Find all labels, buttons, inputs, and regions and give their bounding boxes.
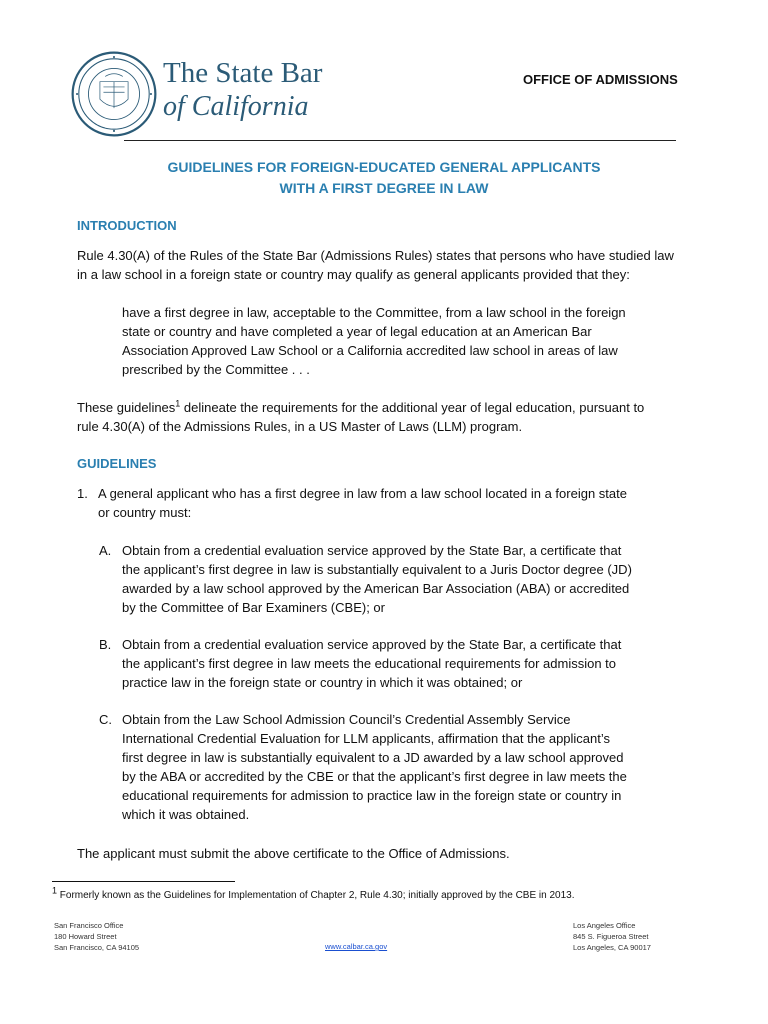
subitem-line: the applicant’s first degree in law meets the educational requirements for admission to: [122, 656, 617, 671]
org-name-line1: The State Bar: [163, 57, 323, 89]
quote-line: state or country and have completed a year of legal education at an American Bar: [122, 324, 592, 339]
subitem-line: by the Committee of Bar Examiners (CBE); or: [122, 600, 385, 615]
footnote-divider: [52, 881, 235, 882]
footnote-mark: 1: [52, 885, 58, 896]
subitem-line: International Credential Evaluation for LLM applicants, affirmation that the applicant’s: [122, 731, 611, 746]
closing-paragraph: The applicant must submit the above certificate to the Office of Admissions.: [77, 846, 510, 861]
subitem-line: first degree in law is substantially equivalent to a JD awarded by a law school approved: [122, 750, 624, 765]
address-line: San Francisco, CA 94105: [54, 943, 140, 952]
item-1-number: 1.: [77, 486, 88, 501]
subitem-b-text: [122, 635, 621, 692]
subitem-line: by the ABA or accredited by the CBE or that the applicant’s first degree in law meets the: [122, 769, 627, 784]
org-name-line2: of California: [163, 91, 309, 122]
org-name: [163, 57, 322, 123]
item-line: or country must:: [98, 505, 192, 520]
address-line: San Francisco Office: [54, 921, 124, 930]
quote-line: prescribed by the Committee . . .: [122, 362, 310, 377]
guidelines-heading: GUIDELINES: [77, 456, 157, 471]
sf-office-address: [54, 920, 139, 953]
subitem-a-text: [122, 541, 632, 617]
state-bar-seal-icon: [70, 50, 158, 138]
office-label: OFFICE OF ADMISSIONS: [523, 72, 678, 87]
address-line: Los Angeles Office: [573, 921, 636, 930]
item-line: A general applicant who has a first degree in law from a law school located in a foreign state: [98, 486, 627, 501]
footnote-text: Formerly known as the Guidelines for Implementation of Chapter 2, Rule 4.30; initially approved by the CBE in 2013.: [57, 890, 575, 901]
rule-quote: [122, 303, 626, 379]
purpose-line: These guidelines$^1$ delineate the requirements for the additional year of legal education, pursuant to: [77, 398, 645, 415]
intro-paragraph: [77, 246, 674, 284]
header-divider: [124, 140, 676, 141]
subitem-b-letter: B.: [99, 637, 112, 652]
subitem-line: which it was obtained.: [122, 807, 250, 822]
footnote: [52, 885, 575, 901]
subitem-line: awarded by a law school approved by the American Bar Association (ABA) or accredited: [122, 581, 630, 596]
quote-line: Association Approved Law School or a California accredited law school in areas of law: [122, 343, 618, 358]
subitem-line: Obtain from the Law School Admission Council’s Credential Assembly Service: [122, 712, 571, 727]
quote-line: have a first degree in law, acceptable to the Committee, from a law school in the foreign: [122, 305, 626, 320]
intro-line: Rule 4.30(A) of the Rules of the State Bar (Admissions Rules) states that persons who have studied law: [77, 248, 674, 263]
subitem-c-letter: C.: [99, 712, 112, 727]
subitem-c-text: [122, 710, 627, 824]
la-office-address: [573, 920, 651, 953]
address-line: 845 S. Figueroa Street: [573, 932, 649, 941]
introduction-heading: INTRODUCTION: [77, 218, 177, 233]
title-line2: WITH A FIRST DEGREE IN LAW: [279, 180, 489, 196]
document-title: [0, 157, 768, 199]
item-1-text: [98, 484, 627, 522]
address-line: 180 Howard Street: [54, 932, 117, 941]
address-line: Los Angeles, CA 90017: [573, 943, 651, 952]
subitem-a-letter: A.: [99, 543, 112, 558]
subitem-line: the applicant’s first degree in law is substantially equivalent to a Juris Doctor degree (JD): [122, 562, 632, 577]
calbar-website-link[interactable]: www.calbar.ca.gov: [325, 942, 388, 951]
subitem-line: practice law in the foreign state or country in which it was obtained; or: [122, 675, 523, 690]
subitem-line: educational requirements for admission to practice law in the foreign state or country in: [122, 788, 622, 803]
purpose-line: rule 4.30(A) of the Admissions Rules, in a US Master of Laws (LLM) program.: [77, 419, 523, 434]
footnote-ref: 1: [175, 398, 181, 409]
subitem-line: Obtain from a credential evaluation service approved by the State Bar, a certificate that: [122, 543, 622, 558]
subitem-line: Obtain from a credential evaluation service approved by the State Bar, a certificate that: [122, 637, 622, 652]
intro-line: in a law school in a foreign state or country may qualify as general applicants provided that they:: [77, 267, 630, 282]
title-line1: GUIDELINES FOR FOREIGN-EDUCATED GENERAL APPLICANTS: [167, 159, 601, 175]
guidelines-purpose-paragraph: [77, 398, 644, 436]
